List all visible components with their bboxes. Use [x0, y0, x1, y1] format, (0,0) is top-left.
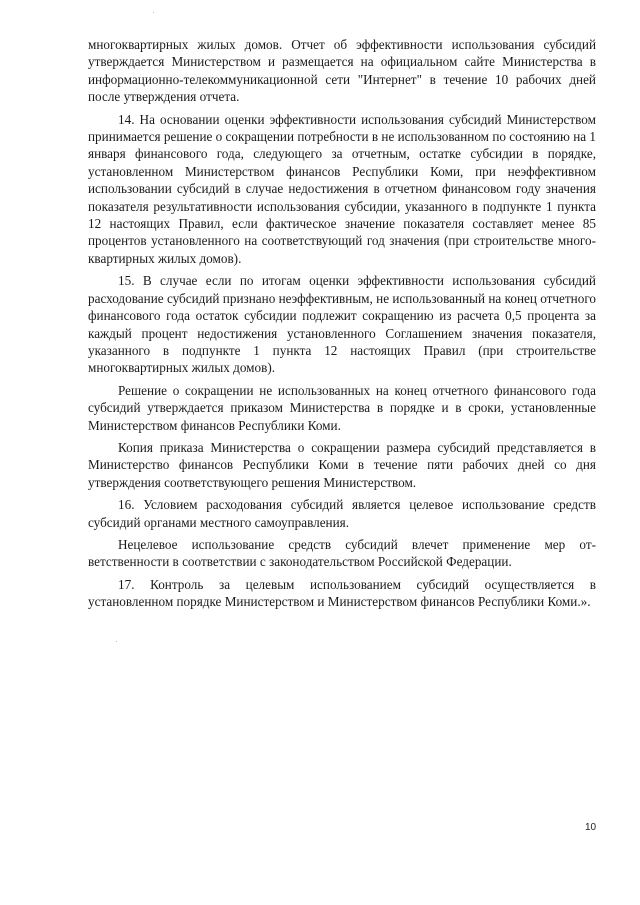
- paragraph-continuation: многоквартирных жилых домов. Отчет об эффективности использования субсидий утверждается Министерством и размещается на официальном сайте Министерства в информационно-телекоммуникационной сети "Интернет" в течение 10 рабочих дней после утверждения отчета.: [88, 37, 596, 105]
- paragraph-item-16: 16. Условием расходования субсидий является целевое использование средств субсидий органами местного самоуправления.: [88, 497, 596, 530]
- document-body: [88, 36, 596, 616]
- scan-speck: [116, 641, 117, 642]
- paragraph-misuse-liability: Нецелевое использование средств субсидий влечет применение мер ответственности в соответствии с законодательством Российской Федерации.: [88, 536, 596, 570]
- paragraph-item-17: 17. Контроль за целевым использованием субсидий осуществляется в установленном порядке Министерством и Министерством финансов Республики Коми.».: [88, 576, 596, 610]
- paragraph-reduction-decision: Решение о сокращении не использованных на конец отчетного финансового года субсидий утверждается приказом Министерства в порядке и в сроки, установленные Министерством финансов Республики Коми.: [88, 382, 596, 433]
- paragraph-order-copy: Копия приказа Министерства о сокращении размера субсидий представляется в Министерство финансов Республики Коми в течение пяти рабочих дней со дня утверждения соответствующего решения Министерством.: [88, 439, 596, 490]
- page-number: 10: [585, 822, 597, 833]
- paragraph-item-14: 14. На основании оценки эффективности использования субсидий Министерством принимается решение о сокращении потребности в не использованном по состоянию на 1 января финансового года, следующего за отчетным, остатке субсидии в порядке, установленном Министерством финансов Республики Коми, при неэффективном использовании субсидий в случае недостижения в отчетном финансовом году значения показателя результативности использования субсидии, указанного в подпункте 1 пункта 12 настоящих Правил, если фактическое значение показателя составляет менее 85 процентов установленного на соответствующий год значения (при строительстве многоквартирных жилых домов).: [88, 111, 596, 266]
- paragraph-item-15: 15. В случае если по итогам оценки эффективности использования субсидий расходование субсидий признано неэффективным, не использованный на конец отчетного финансового года остаток субсидии подлежит сокращению из расчета 0,5 процента за каждый процент недостижения установленного Соглашением значения показателя, указанного в подпункте 1 пункта 12 настоящих Правил (при строительстве многоквартирных жилых домов).: [88, 273, 596, 376]
- scan-speck: [153, 12, 154, 13]
